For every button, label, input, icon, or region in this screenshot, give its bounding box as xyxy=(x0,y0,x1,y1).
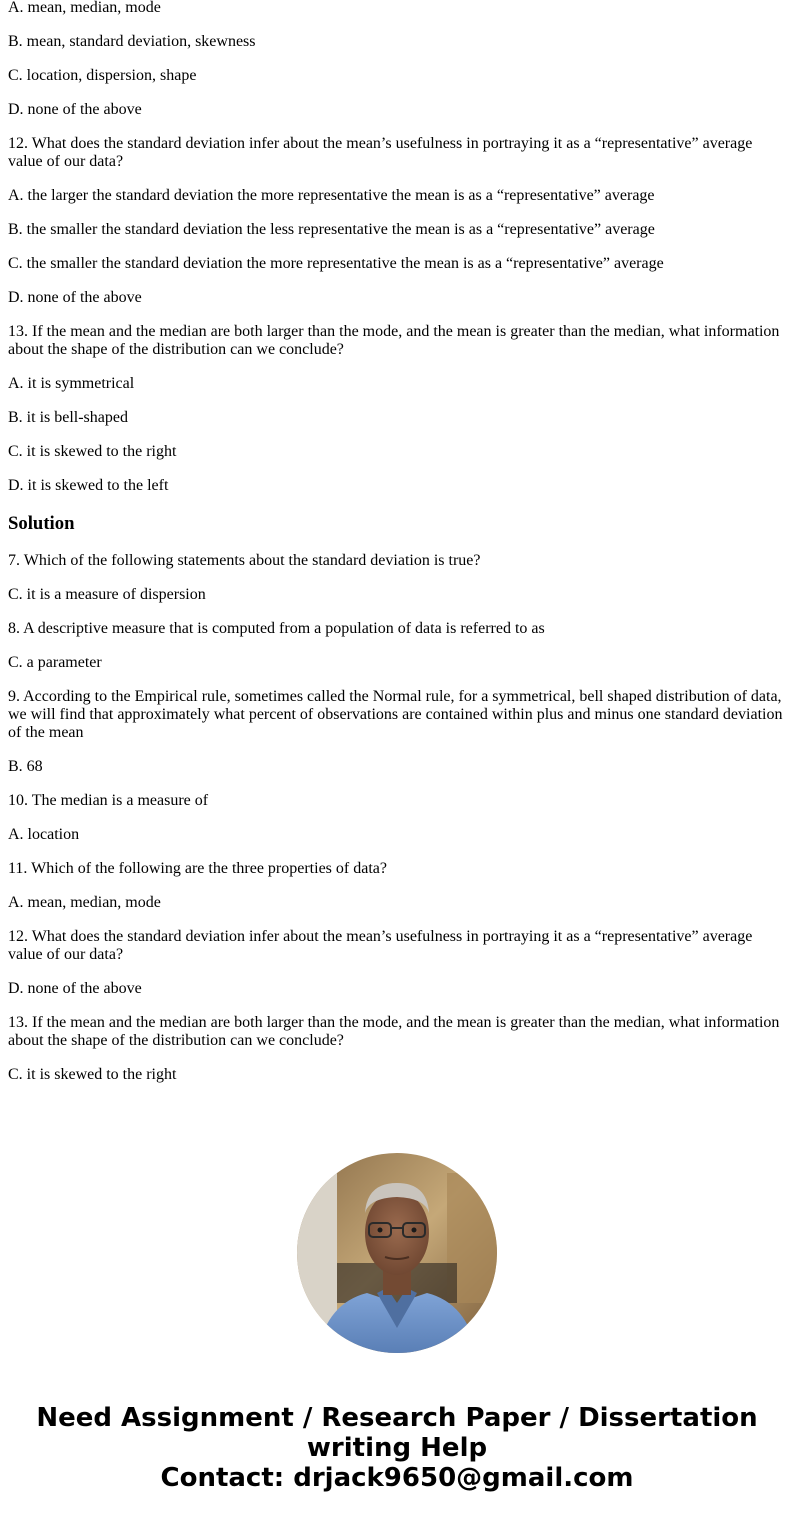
solution-a11: A. mean, median, mode xyxy=(8,894,161,911)
q12-option-b: B. the smaller the standard deviation the less representative the mean is as a “representative” average xyxy=(8,221,655,238)
document-body xyxy=(8,0,786,1100)
contact-banner xyxy=(0,1403,794,1493)
solution-a7: C. it is a measure of dispersion xyxy=(8,586,206,603)
solution-a10: A. location xyxy=(8,826,80,843)
solution-heading: Solution xyxy=(8,513,75,534)
q12-text: 12. What does the standard deviation infer about the mean’s usefulness in portraying it as a “representative” average value of our data? xyxy=(8,135,753,170)
q13-option-a: A. it is symmetrical xyxy=(8,375,135,392)
q11-option-d: D. none of the above xyxy=(8,101,142,118)
cta-headline: Need Assignment / Research Paper / Dissertation writing Help xyxy=(36,1403,758,1463)
solution-a8: C. a parameter xyxy=(8,654,102,671)
q13-option-c: C. it is skewed to the right xyxy=(8,443,177,460)
solution-q8: 8. A descriptive measure that is computed from a population of data is referred to as xyxy=(8,620,545,637)
q12-option-d: D. none of the above xyxy=(8,289,142,306)
q12-option-a: A. the larger the standard deviation the more representative the mean is as a “representative” average xyxy=(8,187,655,204)
q13-option-b: B. it is bell-shaped xyxy=(8,409,128,426)
solution-q12: 12. What does the standard deviation infer about the mean’s usefulness in portraying it as a “representative” average value of our data? xyxy=(8,928,753,963)
q11-option-b: B. mean, standard deviation, skewness xyxy=(8,33,256,50)
q13-text: 13. If the mean and the median are both larger than the mode, and the mean is greater than the median, what information about the shape of the distribution can we conclude? xyxy=(8,323,780,358)
solution-q7: 7. Which of the following statements about the standard deviation is true? xyxy=(8,552,481,569)
solution-a12: D. none of the above xyxy=(8,980,142,997)
q11-option-c: C. location, dispersion, shape xyxy=(8,67,197,84)
author-portrait-image xyxy=(297,1153,497,1353)
author-avatar xyxy=(297,1153,497,1353)
solution-q11: 11. Which of the following are the three properties of data? xyxy=(8,860,387,877)
solution-q9: 9. According to the Empirical rule, sometimes called the Normal rule, for a symmetrical, bell shaped distribution of data, we will find that approximately what percent of observations are contained within plus and minus one standard deviation of the mean xyxy=(8,688,783,741)
cta-contact-email[interactable]: Contact: drjack9650@gmail.com xyxy=(160,1463,634,1493)
q11-option-a: A. mean, median, mode xyxy=(8,0,161,16)
q12-option-c: C. the smaller the standard deviation the more representative the mean is as a “representative” average xyxy=(8,255,664,272)
solution-a13: C. it is skewed to the right xyxy=(8,1066,177,1083)
q13-option-d: D. it is skewed to the left xyxy=(8,477,169,494)
solution-a9: B. 68 xyxy=(8,758,43,775)
solution-q10: 10. The median is a measure of xyxy=(8,792,209,809)
solution-q13: 13. If the mean and the median are both larger than the mode, and the mean is greater than the median, what information about the shape of the distribution can we conclude? xyxy=(8,1014,780,1049)
